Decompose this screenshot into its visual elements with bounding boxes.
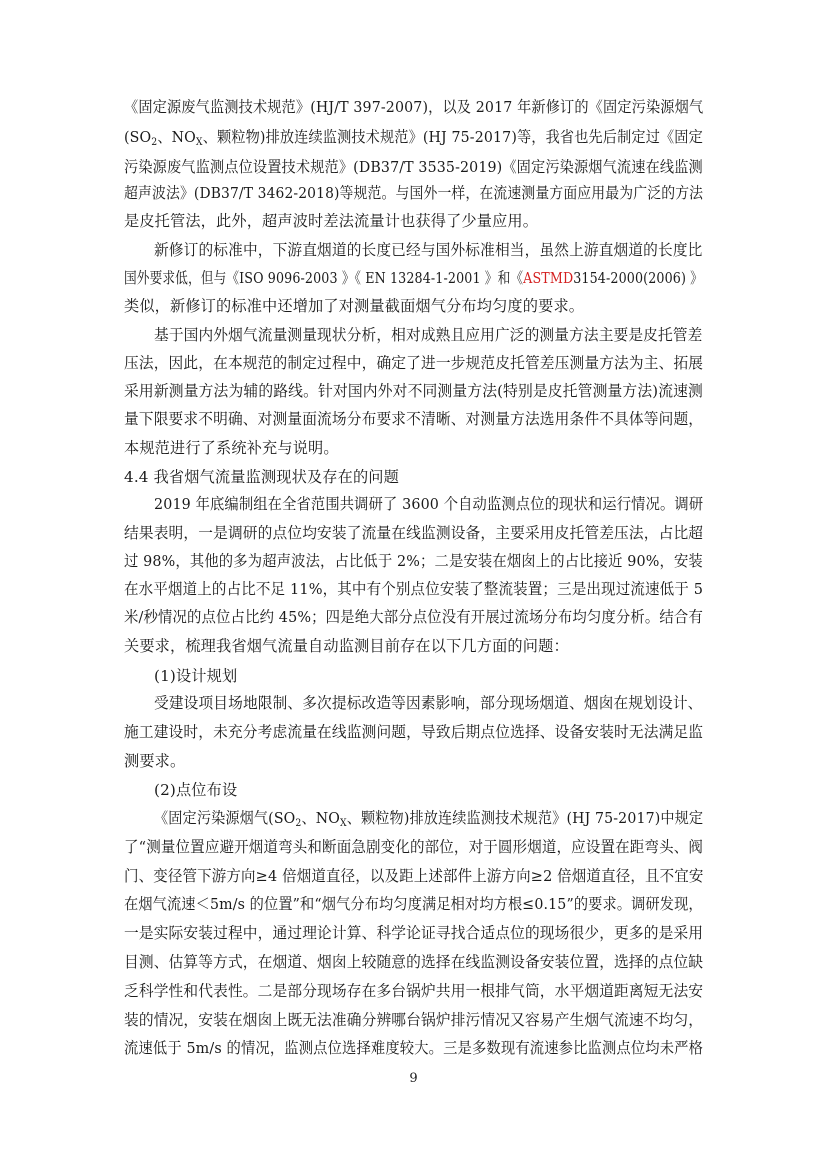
body-text-line: 一是实际安装过程中，通过理论计算、科学论证寻找合适点位的现场很少，更多的是采用 [124,924,704,942]
body-text-line: 受建设项目场地限制、多次提标改造等因素影响，部分现场烟道、烟囱在规划设计、 [154,694,703,712]
subsection-title: (1)设计规划 [154,667,238,685]
standard-reference-highlight: ASTMD [523,269,574,287]
body-text-line: 本规范进行了系统补充与说明。 [124,439,339,457]
body-text-line: 乏科学性和代表性。二是部分现场存在多台锅炉共用一根排气筒，水平烟道距离短无法安 [124,982,704,1000]
body-text-line: 目测、估算等方式，在烟道、烟囱上较随意的选择在线监测设备安装位置，选择的点位缺 [124,953,704,971]
body-text-line: 类似，新修订的标准中还增加了对测量截面烟气分布均匀度的要求。 [124,297,585,315]
body-text-line: 2019 年底编制组在全省范围共调研了 3600 个自动监测点位的现状和运行情况。调研 [154,495,704,513]
body-text-line: 在水平烟道上的占比不足 11%，其中有个别点位安装了整流装置；三是出现过流速低于 5 [124,580,704,598]
body-text-line: 采用新测量方法为辅的路线。针对国内外对不同测量方法(特别是皮托管测量方法)流速测 [124,382,703,400]
body-text-line: 装的情况，安装在烟囱上既无法准确分辨哪台锅炉排污情况又容易产生烟气流速不均匀， [124,1011,704,1029]
body-text-line: 超声波法》(DB37/T 3462-2018)等规范。与国外一样，在流速测量方面应用最为广泛的方法 [124,184,704,202]
body-text-line: 《固定污染源烟气($SO_2$、$NO_X$、颗粒物)排放连续监测技术规范》(HJ 75-2017)中规定 [154,809,704,829]
body-text-line: 米/秒情况的点位占比约 45%；四是绝大部分点位没有开展过流场分布均匀度分析。结合有 [124,608,703,626]
body-text-line: 结果表明，一是调研的点位均安装了流量在线监测设备，主要采用皮托管差压法，占比超 [124,524,704,542]
body-text-line: 过 98%，其他的多为超声波法，占比低于 2%；二是安装在烟囱上的占比接近 90%，安装 [124,552,703,570]
subsection-title: (2)点位布设 [154,781,238,799]
body-text-line: 基于国内外烟气流量测量现状分析，相对成熟且应用广泛的测量方法主要是皮托管差 [154,326,703,344]
body-text-line: ($SO_2$、$NO_X$、颗粒物)排放连续监测技术规范》(HJ 75-2017)等，我省也先后制定过《固定 [124,128,703,148]
body-text-line: 关要求，梳理我省烟气流量自动监测目前存在以下几方面的问题： [124,637,569,655]
body-text-line: 门、变径管下游方向≥4 倍烟道直径，以及距上述部件上游方向≥2 倍烟道直径，且不宜安 [124,867,704,885]
body-text-line: 国外要求低，但与《ISO 9096-2003 》《 EN 13284-1-2001 》和《ASTMD3154-2000(2006) 》 [124,269,703,287]
body-text-line: 《固定源废气监测技术规范》(HJ/T 397-2007)，以及 2017 年新修订的《固定污染源烟气 [124,98,704,116]
page-number: 9 [409,1071,418,1086]
body-text-line: 测要求。 [124,752,186,770]
body-text-line: 流速低于 5m/s 的情况，监测点位选择难度较大。三是多数现有流速参比监测点位均未严格 [124,1039,704,1057]
section-heading: 4.4 我省烟气流量监测现状及存在的问题 [124,468,399,486]
body-text-line: 量下限要求不明确、对测量面流场分布要求不清晰、对测量方法选用条件不具体等问题， [124,410,704,428]
body-text-line: 施工建设时，未充分考虑流量在线监测问题，导致后期点位选择、设备安装时无法满足监 [124,723,704,741]
body-text-line: 压法，因此，在本规范的制定过程中，确定了进一步规范皮托管差压测量方法为主、拓展 [124,354,704,372]
body-text-line: 在烟气流速＜5m/s 的位置”和“烟气分布均匀度满足相对均方根≤0.15”的要求。调研发现， [124,895,703,913]
body-text-line: 了“测量位置应避开烟道弯头和断面急剧变化的部位，对于圆形烟道，应设置在距弯头、阀 [124,838,704,856]
body-text-line: 新修订的标准中，下游直烟道的长度已经与国外标准相当，虽然上游直烟道的长度比 [154,241,703,259]
body-text-line: 污染源废气监测点位设置技术规范》(DB37/T 3535-2019)《固定污染源烟气流速在线监测 [124,158,703,176]
body-text-line: 是皮托管法，此外，超声波时差法流量计也获得了少量应用。 [124,212,539,230]
